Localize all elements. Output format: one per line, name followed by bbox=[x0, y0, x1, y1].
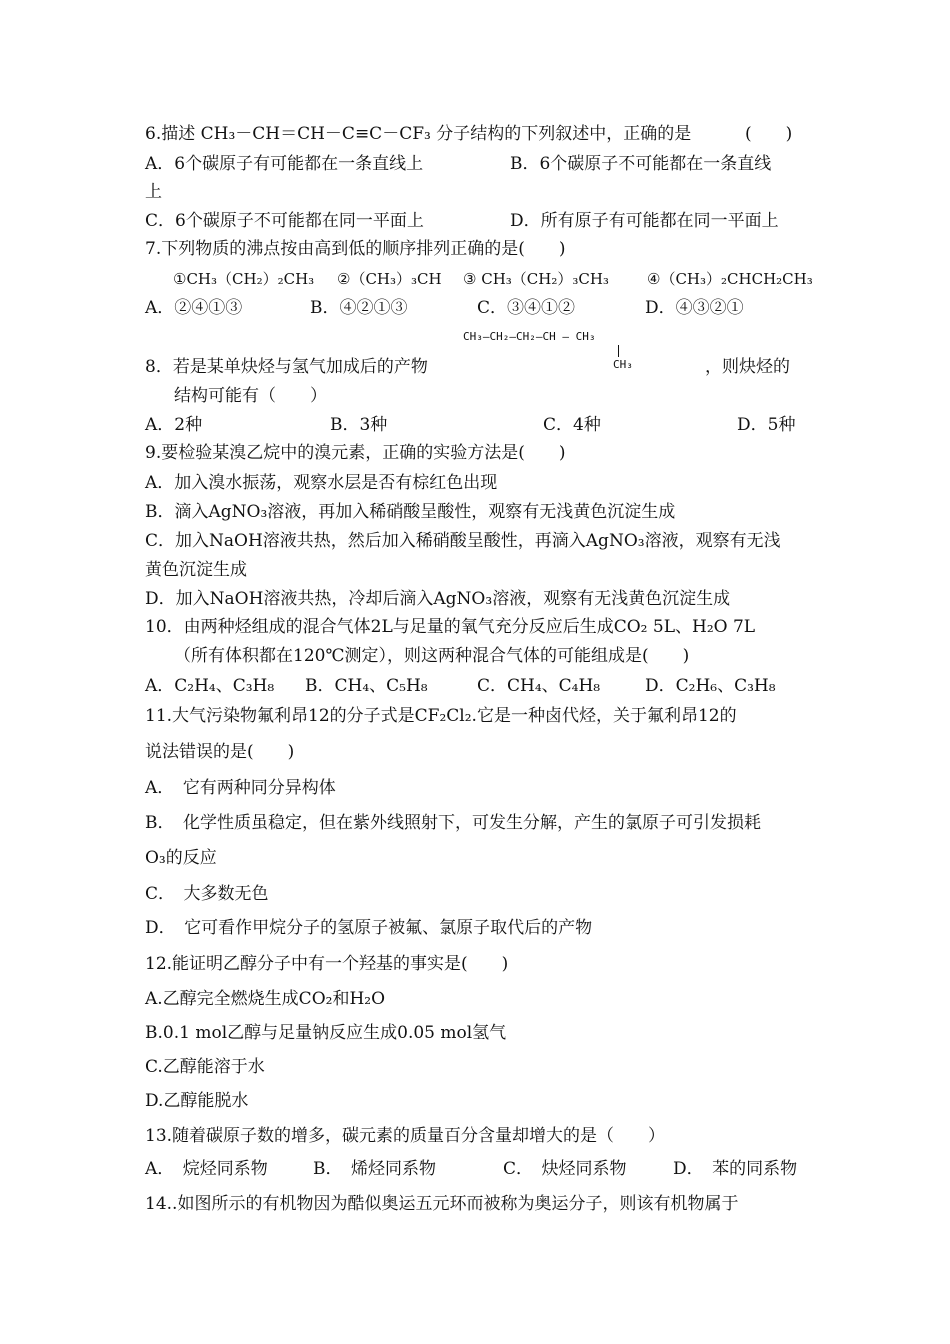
q11-option-b-cont: O₃的反应 bbox=[145, 848, 217, 868]
q12-option-d: D.乙醇能脱水 bbox=[145, 1091, 249, 1111]
q7-item-3: ③ CH₃（CH₂）₃CH₃ bbox=[463, 270, 609, 288]
q7-item-1: ①CH₃（CH₂）₂CH₃ bbox=[173, 270, 315, 288]
q8-options bbox=[145, 413, 815, 437]
q6-option-a: A．6个碳原子有可能都在一条直线上 bbox=[145, 154, 424, 174]
q7-stem: 7.下列物质的沸点按由高到低的顺序排列正确的是( ) bbox=[145, 239, 566, 259]
q6-option-b: B．6个碳原子不可能都在一条直线 bbox=[510, 154, 772, 174]
q10-stem: 10．由两种烃组成的混合气体2L与足量的氧气充分反应后生成CO₂ 5L、H₂O 7L bbox=[145, 617, 756, 637]
q8-formula-main-chain: CH₃—CH₂—CH₂—CH — CH₃ bbox=[463, 330, 596, 343]
q6-option-b-cont: 上 bbox=[145, 182, 162, 202]
q7-option-a: A．②④①③ bbox=[145, 298, 243, 318]
q6-stem: 6.描述 CH₃－CH＝CH－C≡C－CF₃ 分子结构的下列叙述中，正确的是 ( ) bbox=[145, 124, 793, 144]
q6-options-ab bbox=[145, 152, 815, 176]
q9-option-b: B．滴入AgNO₃溶液，再加入稀硝酸呈酸性，观察有无浅黄色沉淀生成 bbox=[145, 502, 676, 522]
q10-option-a: A．C₂H₄、C₃H₈ bbox=[145, 676, 275, 696]
q10-option-b: B．CH₄、C₅H₈ bbox=[305, 676, 428, 696]
q11-option-b: B． 化学性质虽稳定，但在紫外线照射下，可发生分解，产生的氯原子可引发损耗 bbox=[145, 813, 761, 833]
q9-option-c: C．加入NaOH溶液共热，然后加入稀硝酸呈酸性，再滴入AgNO₃溶液，观察有无浅 bbox=[145, 531, 781, 551]
q8-formula-branch: CH₃ bbox=[613, 358, 633, 371]
q9-stem: 9.要检验某溴乙烷中的溴元素，正确的实验方法是( ) bbox=[145, 443, 566, 463]
q6-options-cd bbox=[145, 209, 815, 233]
q7-option-b: B．④②①③ bbox=[310, 298, 408, 318]
q8-stem-2: 结构可能有（ ） bbox=[174, 386, 327, 406]
q8-option-c: C．4种 bbox=[543, 415, 601, 435]
q10-option-c: C．CH₄、C₄H₈ bbox=[477, 676, 601, 696]
q8-option-b: B．3种 bbox=[330, 415, 388, 435]
q11-option-a: A． 它有两种同分异构体 bbox=[145, 778, 336, 798]
q9-option-c-cont: 黄色沉淀生成 bbox=[145, 560, 247, 580]
q12-stem: 12.能证明乙醇分子中有一个羟基的事实是( ) bbox=[145, 954, 509, 974]
q13-option-d: D． 苯的同系物 bbox=[673, 1159, 798, 1179]
q11-option-d: D． 它可看作甲烷分子的氢原子被氟、氯原子取代后的产物 bbox=[145, 918, 593, 938]
q13-option-a: A． 烷烃同系物 bbox=[145, 1159, 268, 1179]
q10-stem-2: （所有体积都在120℃测定），则这两种混合气体的可能组成是( ) bbox=[174, 646, 690, 666]
q7-option-d: D．④③②① bbox=[645, 298, 744, 318]
q6-option-c: C．6个碳原子不可能都在同一平面上 bbox=[145, 211, 424, 231]
q8-option-a: A．2种 bbox=[145, 415, 203, 435]
q9-option-a: A．加入溴水振荡，观察水层是否有棕红色出现 bbox=[145, 473, 498, 493]
q13-options bbox=[145, 1157, 815, 1181]
q11-stem-2: 说法错误的是( ) bbox=[145, 742, 295, 762]
q10-option-d: D．C₂H₆、C₃H₈ bbox=[645, 676, 776, 696]
q6-answer-paren: ( ) bbox=[745, 124, 793, 144]
q10-options bbox=[145, 674, 815, 698]
q12-option-c: C.乙醇能溶于水 bbox=[145, 1057, 265, 1077]
q7-option-c: C．③④①② bbox=[477, 298, 576, 318]
q12-option-b: B.0.1 mol乙醇与足量钠反应生成0.05 mol氢气 bbox=[145, 1023, 507, 1043]
q8-stem: 8．若是某单炔烃与氢气加成后的产物 ，则炔烃的 bbox=[145, 357, 790, 377]
q8-option-d: D．5种 bbox=[737, 415, 796, 435]
q13-option-c: C． 炔烃同系物 bbox=[503, 1159, 627, 1179]
q11-stem: 11.大气污染物氟利昂12的分子式是CF₂Cl₂.它是一种卤代烃，关于氟利昂12的 bbox=[145, 706, 737, 726]
q7-item-2: ②（CH₃）₃CH bbox=[337, 270, 442, 288]
q6-option-d: D．所有原子有可能都在同一平面上 bbox=[510, 211, 779, 231]
q8-stem-end: ，则炔烃的 bbox=[705, 357, 790, 377]
q13-stem: 13.随着碳原子数的增多，碳元素的质量百分含量却增大的是（ ） bbox=[145, 1126, 666, 1146]
q9-option-d: D．加入NaOH溶液共热，冷却后滴入AgNO₃溶液，观察有无浅黄色沉淀生成 bbox=[145, 589, 731, 609]
q11-option-c: C． 大多数无色 bbox=[145, 884, 269, 904]
q13-option-b: B． 烯烃同系物 bbox=[313, 1159, 436, 1179]
q7-options bbox=[145, 296, 815, 320]
q12-option-a: A.乙醇完全燃烧生成CO₂和H₂O bbox=[145, 989, 386, 1009]
q14-stem: 14..如图所示的有机物因为酷似奥运五元环而被称为奥运分子，则该有机物属于 bbox=[145, 1194, 739, 1214]
q7-item-4: ④（CH₃）₂CHCH₂CH₃ bbox=[647, 270, 813, 288]
